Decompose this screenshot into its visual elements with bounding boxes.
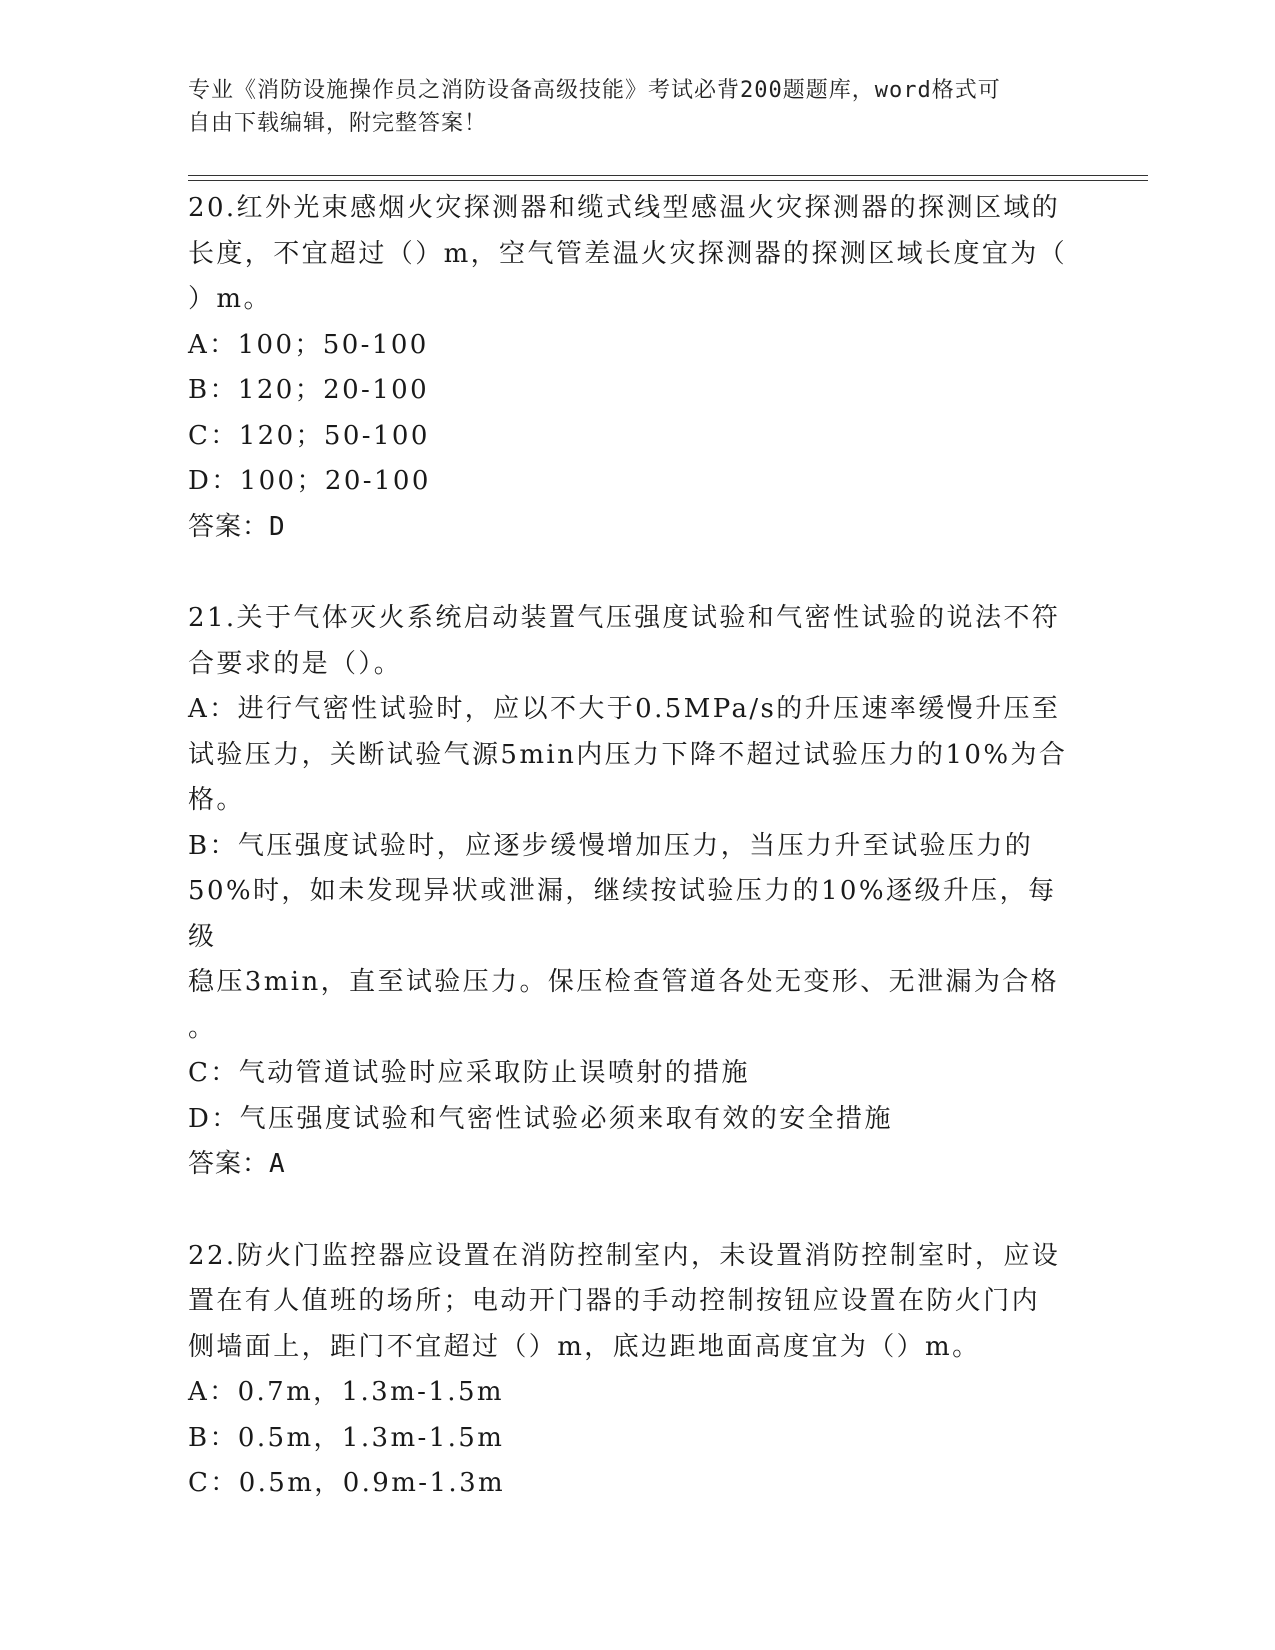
question-stem-line: 22.防火门监控器应设置在消防控制室内，未设置消防控制室时，应设 bbox=[188, 1240, 1061, 1271]
option-a-cont: 试验压力，关断试验气源5min内压力下降不超过试验压力的10%为合 bbox=[188, 739, 1068, 770]
option-d: D：气压强度试验和气密性试验必须来取有效的安全措施 bbox=[188, 1103, 893, 1134]
question-stem-line: 20.红外光束感烟火灾探测器和缆式线型感温火灾探测器的探测区域的 bbox=[188, 193, 1061, 223]
document-page bbox=[188, 0, 1148, 1650]
answer-line: 答案：D bbox=[188, 511, 286, 542]
question-stem-line: 侧墙面上，距门不宜超过（）m，底边距地面高度宜为（）m。 bbox=[188, 1331, 981, 1362]
option-b: B：120；20-100 bbox=[188, 375, 430, 405]
question-spacer bbox=[188, 550, 1068, 596]
question-list bbox=[188, 186, 1068, 1507]
option-a: A：0.7m，1.3m-1.5m bbox=[188, 1377, 504, 1407]
question-stem-line: 长度，不宜超过（）m，空气管差温火灾探测器的探测区域长度宜为（ bbox=[188, 238, 1068, 269]
option-b-cont: 稳压3min，直至试验压力。保压检查管道各处无变形、无泄漏为合格 bbox=[188, 967, 1060, 997]
option-a: A：100；50-100 bbox=[188, 329, 429, 360]
option-b-cont: 50%时，如未发现异状或泄漏，继续按试验压力的10%逐级升压，每级 bbox=[188, 876, 1057, 952]
question-22 bbox=[188, 1234, 1068, 1507]
question-stem-line: 置在有人值班的场所；电动开门器的手动控制按钮应设置在防火门内 bbox=[188, 1286, 1041, 1316]
header-line-1: 专业《消防设施操作员之消防设备高级技能》考试必背200题题库，word格式可 bbox=[188, 78, 1001, 103]
question-20 bbox=[188, 186, 1068, 550]
option-c: C：气动管道试验时应采取防止误喷射的措施 bbox=[188, 1058, 750, 1088]
question-spacer bbox=[188, 1188, 1068, 1234]
option-a-cont: 格。 bbox=[188, 785, 245, 815]
option-b: B：气压强度试验时，应逐步缓慢增加压力，当压力升至试验压力的 bbox=[188, 830, 1034, 861]
question-stem-line: ）m。 bbox=[188, 284, 272, 314]
option-a: A：进行气密性试验时，应以不大于0.5MPa/s的升压速率缓慢升压至 bbox=[188, 694, 1061, 724]
question-stem-line: 21.关于气体灭火系统启动装置气压强度试验和气密性试验的说法不符 bbox=[188, 603, 1061, 633]
answer-line: 答案：A bbox=[188, 1149, 286, 1179]
option-b: B：0.5m，1.3m-1.5m bbox=[188, 1422, 505, 1453]
question-21 bbox=[188, 596, 1068, 1188]
option-d: D：100；20-100 bbox=[188, 466, 431, 496]
option-c: C：0.5m，0.9m-1.3m bbox=[188, 1468, 506, 1498]
header-line-2: 自由下载编辑，附完整答案！ bbox=[188, 111, 488, 136]
option-b-cont: 。 bbox=[188, 1012, 217, 1043]
header-double-rule bbox=[188, 175, 1148, 181]
option-c: C：120；50-100 bbox=[188, 420, 430, 451]
question-stem-line: 合要求的是（）。 bbox=[188, 648, 403, 679]
document-header bbox=[188, 74, 1068, 140]
